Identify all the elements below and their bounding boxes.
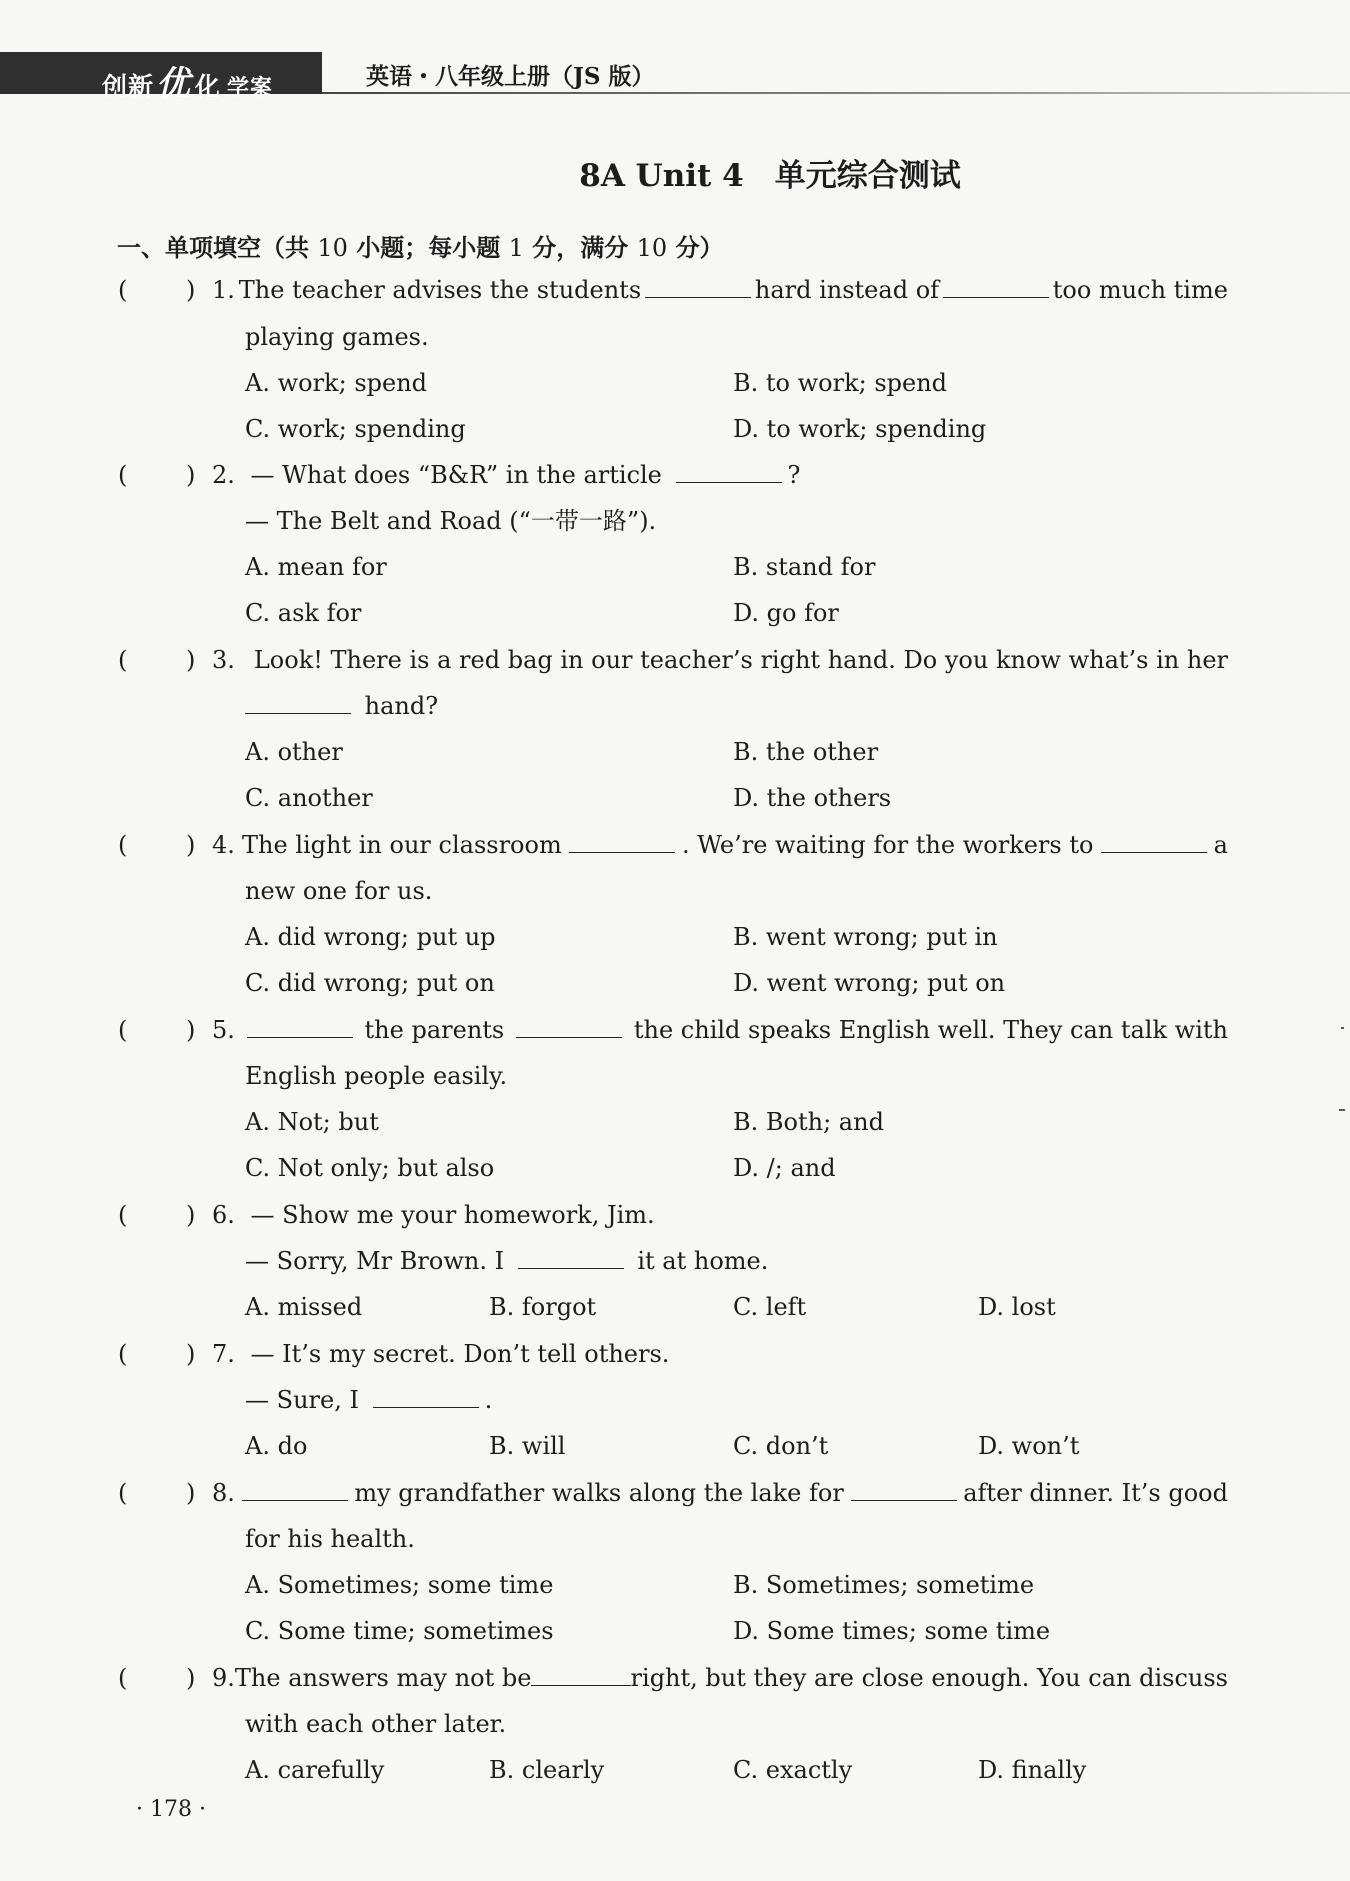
option-c[interactable]: C. Not only; but also — [245, 1154, 495, 1182]
stem-text: a — [1213, 831, 1228, 859]
option-d[interactable]: D. lost — [978, 1293, 1056, 1321]
answer-bracket-close: ) — [186, 461, 196, 489]
option-c[interactable]: C. ask for — [245, 599, 362, 627]
question-number: 1. — [212, 276, 235, 304]
answer-bracket[interactable]: ( — [118, 461, 128, 489]
option-d[interactable]: D. finally — [978, 1756, 1087, 1784]
answer-bracket-close: ) — [186, 1016, 196, 1044]
question-number: 8. — [212, 1479, 235, 1507]
option-a[interactable]: A. did wrong; put up — [245, 923, 496, 951]
answer-blank[interactable] — [645, 275, 751, 298]
question-number: 9. — [212, 1664, 235, 1692]
stem-text: my grandfather walks along the lake for — [354, 1479, 844, 1507]
option-a[interactable]: A. Sometimes; some time — [245, 1571, 554, 1599]
answer-bracket[interactable]: ( — [118, 646, 128, 674]
option-a[interactable]: A. other — [245, 738, 343, 766]
option-a[interactable]: A. carefully — [245, 1756, 385, 1784]
answer-blank[interactable] — [569, 830, 675, 853]
answer-bracket-close: ) — [186, 831, 196, 859]
stem-continuation: — The Belt and Road (“一带一路”). — [245, 507, 657, 535]
stem-text: The light in our classroom — [242, 831, 562, 859]
answer-blank[interactable] — [518, 1246, 624, 1269]
option-a[interactable]: A. mean for — [245, 553, 387, 581]
answer-bracket-close: ) — [186, 1664, 196, 1692]
stem-text: hard instead of — [754, 276, 940, 304]
option-c[interactable]: C. did wrong; put on — [245, 969, 495, 997]
question-4-stem — [212, 830, 1228, 860]
answer-bracket[interactable]: ( — [118, 1016, 128, 1044]
brand-part3: 化 — [195, 72, 222, 101]
section-heading-main: 一、单项填空（共 — [117, 234, 309, 262]
answer-bracket[interactable]: ( — [118, 1201, 128, 1229]
option-b[interactable]: B. will — [489, 1432, 566, 1460]
answer-blank[interactable] — [245, 691, 351, 714]
stem-text: after dinner. It’s good — [963, 1479, 1228, 1507]
option-c[interactable]: C. exactly — [733, 1756, 853, 1784]
question-number: 6. — [212, 1201, 235, 1229]
stem-continuation: English people easily. — [245, 1062, 508, 1090]
stem-continuation: playing games. — [245, 323, 429, 351]
question-5-stem — [212, 1015, 1228, 1045]
stem-text: the child speaks English well. They can talk with — [633, 1016, 1228, 1044]
answer-blank[interactable] — [1101, 830, 1207, 853]
option-c[interactable]: C. don’t — [733, 1432, 829, 1460]
option-c[interactable]: C. work; spending — [245, 415, 466, 443]
option-b[interactable]: B. Both; and — [733, 1108, 884, 1136]
question-6-stem — [212, 1200, 655, 1230]
question-9-stem — [212, 1663, 1228, 1693]
answer-blank[interactable] — [943, 275, 1049, 298]
stem-text: too much time — [1052, 276, 1228, 304]
page-title: 8A Unit 4 单元综合测试 — [579, 158, 961, 194]
brand-part4: 学案 — [227, 76, 274, 101]
option-a[interactable]: A. missed — [245, 1293, 363, 1321]
answer-bracket-close: ) — [186, 276, 196, 304]
option-d[interactable]: D. /; and — [733, 1154, 836, 1182]
stem-text: — It’s my secret. Don’t tell others. — [250, 1340, 670, 1368]
stem-text: ? — [787, 461, 801, 489]
option-b[interactable]: B. stand for — [733, 553, 876, 581]
section-count: 10 — [317, 234, 348, 262]
option-b[interactable]: B. to work; spend — [733, 369, 948, 397]
section-heading-end: 分） — [675, 234, 724, 262]
option-c[interactable]: C. Some time; sometimes — [245, 1617, 554, 1645]
option-b[interactable]: B. forgot — [489, 1293, 597, 1321]
answer-blank[interactable] — [247, 1015, 353, 1038]
answer-bracket[interactable]: ( — [118, 831, 128, 859]
question-8-stem — [212, 1478, 1228, 1508]
section-total: 10 — [636, 234, 668, 262]
stem-text: Look! There is a red bag in our teacher’s right hand. Do you know what’s in her — [253, 646, 1228, 674]
option-b[interactable]: B. clearly — [489, 1756, 605, 1784]
header-divider — [322, 92, 1350, 94]
stem-continuation — [245, 1246, 768, 1276]
option-c[interactable]: C. left — [733, 1293, 807, 1321]
answer-blank[interactable] — [516, 1015, 622, 1038]
page-title-wrap — [0, 150, 1350, 195]
answer-bracket-close: ) — [186, 1340, 196, 1368]
scan-mark — [1341, 1027, 1344, 1029]
stem-text: . We’re waiting for the workers to — [681, 831, 1094, 859]
stem-continuation — [245, 691, 438, 721]
question-number: 3. — [212, 646, 235, 674]
stem-text: — What does “B&R” in the article — [250, 461, 662, 489]
stem-text: The answers may not be — [234, 1664, 532, 1692]
option-b[interactable]: B. the other — [733, 738, 879, 766]
brand-part2: 优 — [156, 64, 192, 104]
stem-text: right, but they are close enough. You can discuss — [630, 1664, 1228, 1692]
stem-continuation: for his health. — [245, 1525, 415, 1553]
question-number: 4. — [212, 831, 235, 859]
section-heading-mid1: 小题；每小题 — [356, 234, 501, 262]
option-b[interactable]: B. Sometimes; sometime — [733, 1571, 1035, 1599]
answer-blank[interactable] — [373, 1385, 479, 1408]
stem-text: it at home. — [637, 1247, 769, 1275]
stem-text: the parents — [364, 1016, 505, 1044]
question-7-stem — [212, 1339, 669, 1369]
stem-text: . — [484, 1386, 493, 1414]
answer-blank[interactable] — [676, 460, 782, 483]
section-heading — [117, 228, 724, 263]
answer-blank[interactable] — [531, 1663, 630, 1686]
stem-text: hand? — [364, 692, 439, 720]
stem-continuation: new one for us. — [245, 877, 433, 905]
option-d[interactable]: D. Some times; some time — [733, 1617, 1051, 1645]
brand-part1: 创新 — [102, 72, 155, 101]
stem-text: The teacher advises the students — [238, 276, 642, 304]
option-c[interactable]: C. another — [245, 784, 373, 812]
option-d[interactable]: D. the others — [733, 784, 892, 812]
stem-text: — Show me your homework, Jim. — [250, 1201, 655, 1229]
section-per: 1 — [508, 234, 524, 262]
option-b[interactable]: B. went wrong; put in — [733, 923, 998, 951]
option-d[interactable]: D. went wrong; put on — [733, 969, 1006, 997]
answer-bracket[interactable]: ( — [118, 276, 128, 304]
answer-blank[interactable] — [851, 1478, 957, 1501]
answer-bracket[interactable]: ( — [118, 1340, 128, 1368]
option-a[interactable]: A. Not; but — [245, 1108, 379, 1136]
question-3-stem — [212, 645, 1228, 675]
stem-text: — Sure, I — [245, 1386, 359, 1414]
answer-blank[interactable] — [242, 1478, 348, 1501]
page-number: · 178 · — [136, 1797, 206, 1822]
option-d[interactable]: D. to work; spending — [733, 415, 987, 443]
stem-text: — Sorry, Mr Brown. I — [245, 1247, 505, 1275]
brand-logo — [102, 56, 274, 104]
question-number: 5. — [212, 1016, 235, 1044]
option-d[interactable]: D. won’t — [978, 1432, 1080, 1460]
book-title: 英语・八年级上册（JS 版） — [366, 63, 655, 90]
stem-continuation: with each other later. — [245, 1710, 507, 1738]
answer-bracket-close: ) — [186, 646, 196, 674]
answer-bracket[interactable]: ( — [118, 1664, 128, 1692]
option-a[interactable]: A. work; spend — [245, 369, 428, 397]
answer-bracket-close: ) — [186, 1201, 196, 1229]
scan-mark — [1339, 1109, 1345, 1111]
question-2-stem — [212, 460, 800, 490]
option-d[interactable]: D. go for — [733, 599, 839, 627]
question-1-stem — [212, 275, 1228, 305]
section-heading-mid2: 分，满分 — [532, 234, 629, 262]
stem-continuation — [245, 1385, 492, 1415]
question-number: 7. — [212, 1340, 235, 1368]
answer-bracket[interactable]: ( — [118, 1479, 128, 1507]
option-a[interactable]: A. do — [245, 1432, 308, 1460]
question-number: 2. — [212, 461, 235, 489]
answer-bracket-close: ) — [186, 1479, 196, 1507]
